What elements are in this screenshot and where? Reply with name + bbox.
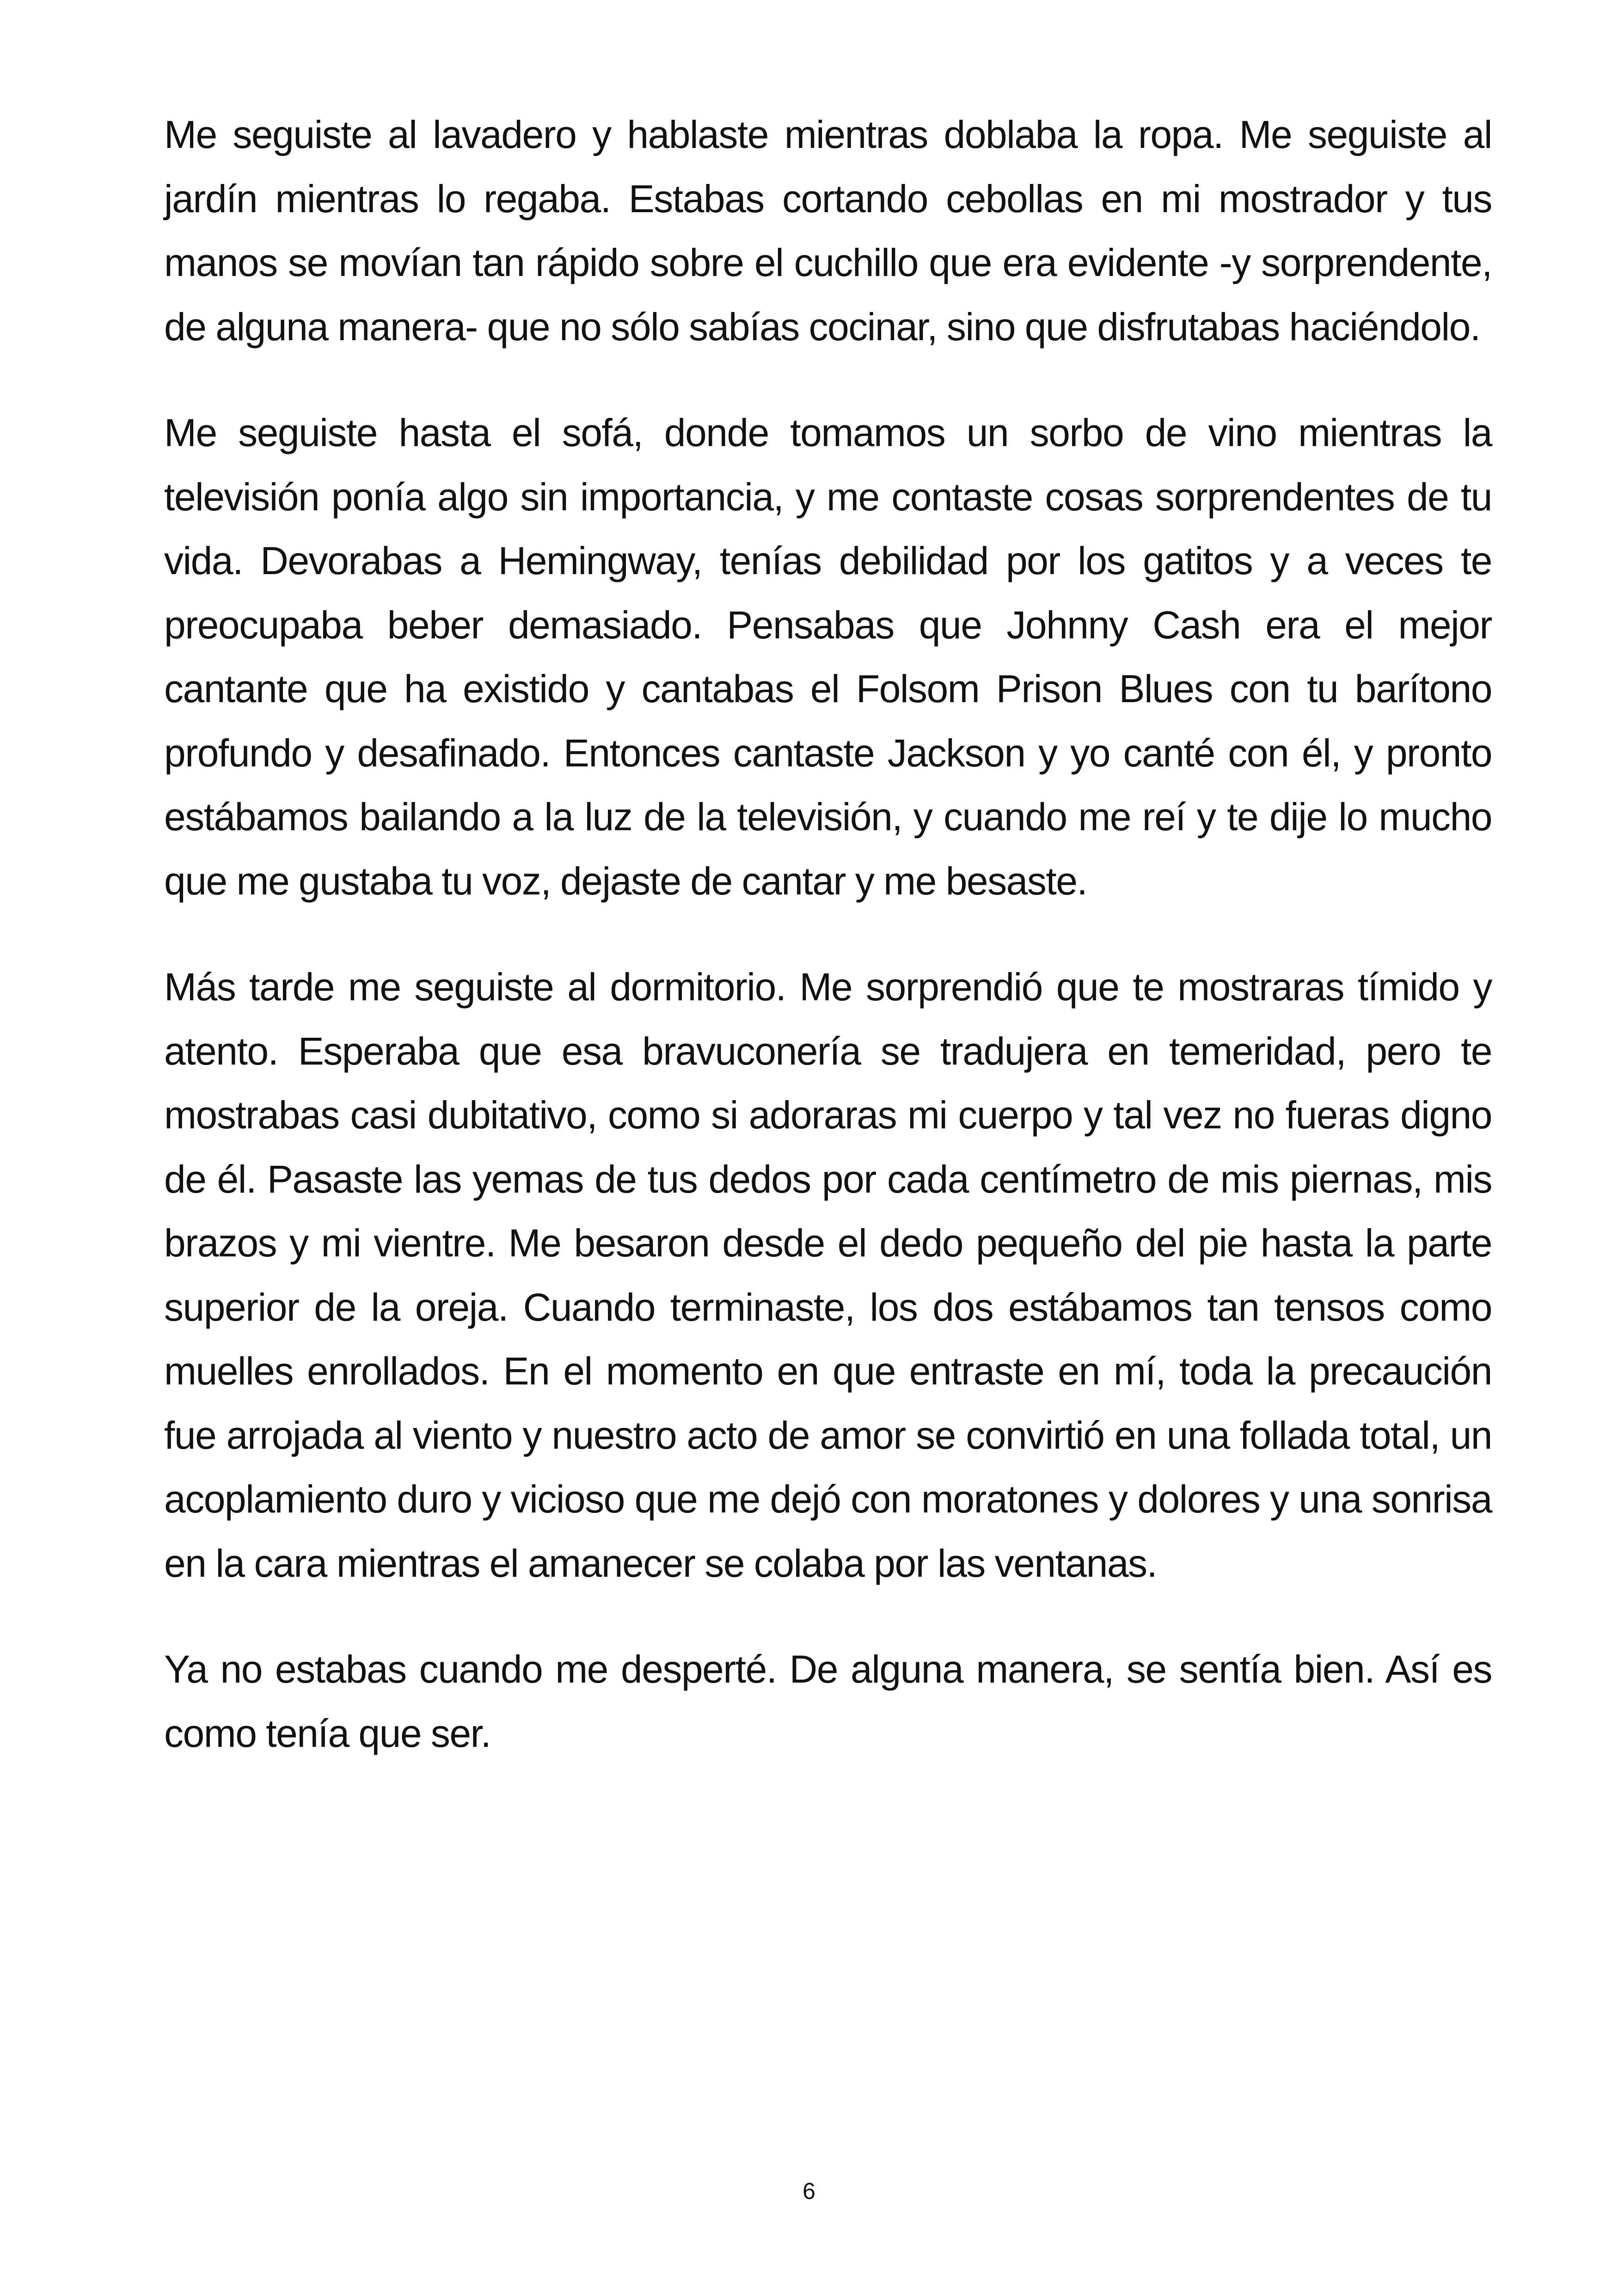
page-number: 6: [803, 2178, 815, 2204]
body-text: [164, 103, 1492, 1807]
paragraph-1: Me seguiste al lavadero y hablaste mientras doblaba la ropa. Me seguiste al jardín mientras lo regaba. Estabas cortando cebollas en mi mostrador y tus manos se movían tan rápido sobre el cuchillo que era evidente -y sorprendente, de alguna manera- que no sólo sabías cocinar, sino que disfrutabas haciéndolo.: [164, 113, 1492, 349]
paragraph-4: Ya no estabas cuando me desperté. De alguna manera, se sentía bien. Así es como tenía que ser.: [164, 1647, 1492, 1755]
paragraph-2: Me seguiste hasta el sofá, donde tomamos un sorbo de vino mientras la televisión ponía algo sin importancia, y me contaste cosas sorprendentes de tu vida. Devorabas a Hemingway, tenías debilidad por los gatitos y a veces te preocupaba beber demasiado. Pensabas que Johnny Cash era el mejor cantante que ha existido y cantabas el Folsom Prison Blues con tu barítono profundo y desafinado. Entonces cantaste Jackson y yo canté con él, y pronto estábamos bailando a la luz de la televisión, y cuando me reí y te dije lo mucho que me gustaba tu voz, dejaste de cantar y me besaste.: [164, 411, 1492, 903]
paragraph-3: Más tarde me seguiste al dormitorio. Me sorprendió que te mostraras tímido y atento. Esperaba que esa bravuconería se tradujera en temeridad, pero te mostrabas casi dubitativo, como si adoraras mi cuerpo y tal vez no fueras digno de él. Pasaste las yemas de tus dedos por cada centímetro de mis piernas, mis brazos y mi vientre. Me besaron desde el dedo pequeño del pie hasta la parte superior de la oreja. Cuando terminaste, los dos estábamos tan tensos como muelles enrollados. En el momento en que entraste en mí, toda la precaución fue arrojada al viento y nuestro acto de amor se convirtió en una follada total, un acoplamiento duro y vicioso que me dejó con moratones y dolores y una sonrisa en la cara mientras el amanecer se colaba por las ventanas.: [164, 965, 1492, 1585]
